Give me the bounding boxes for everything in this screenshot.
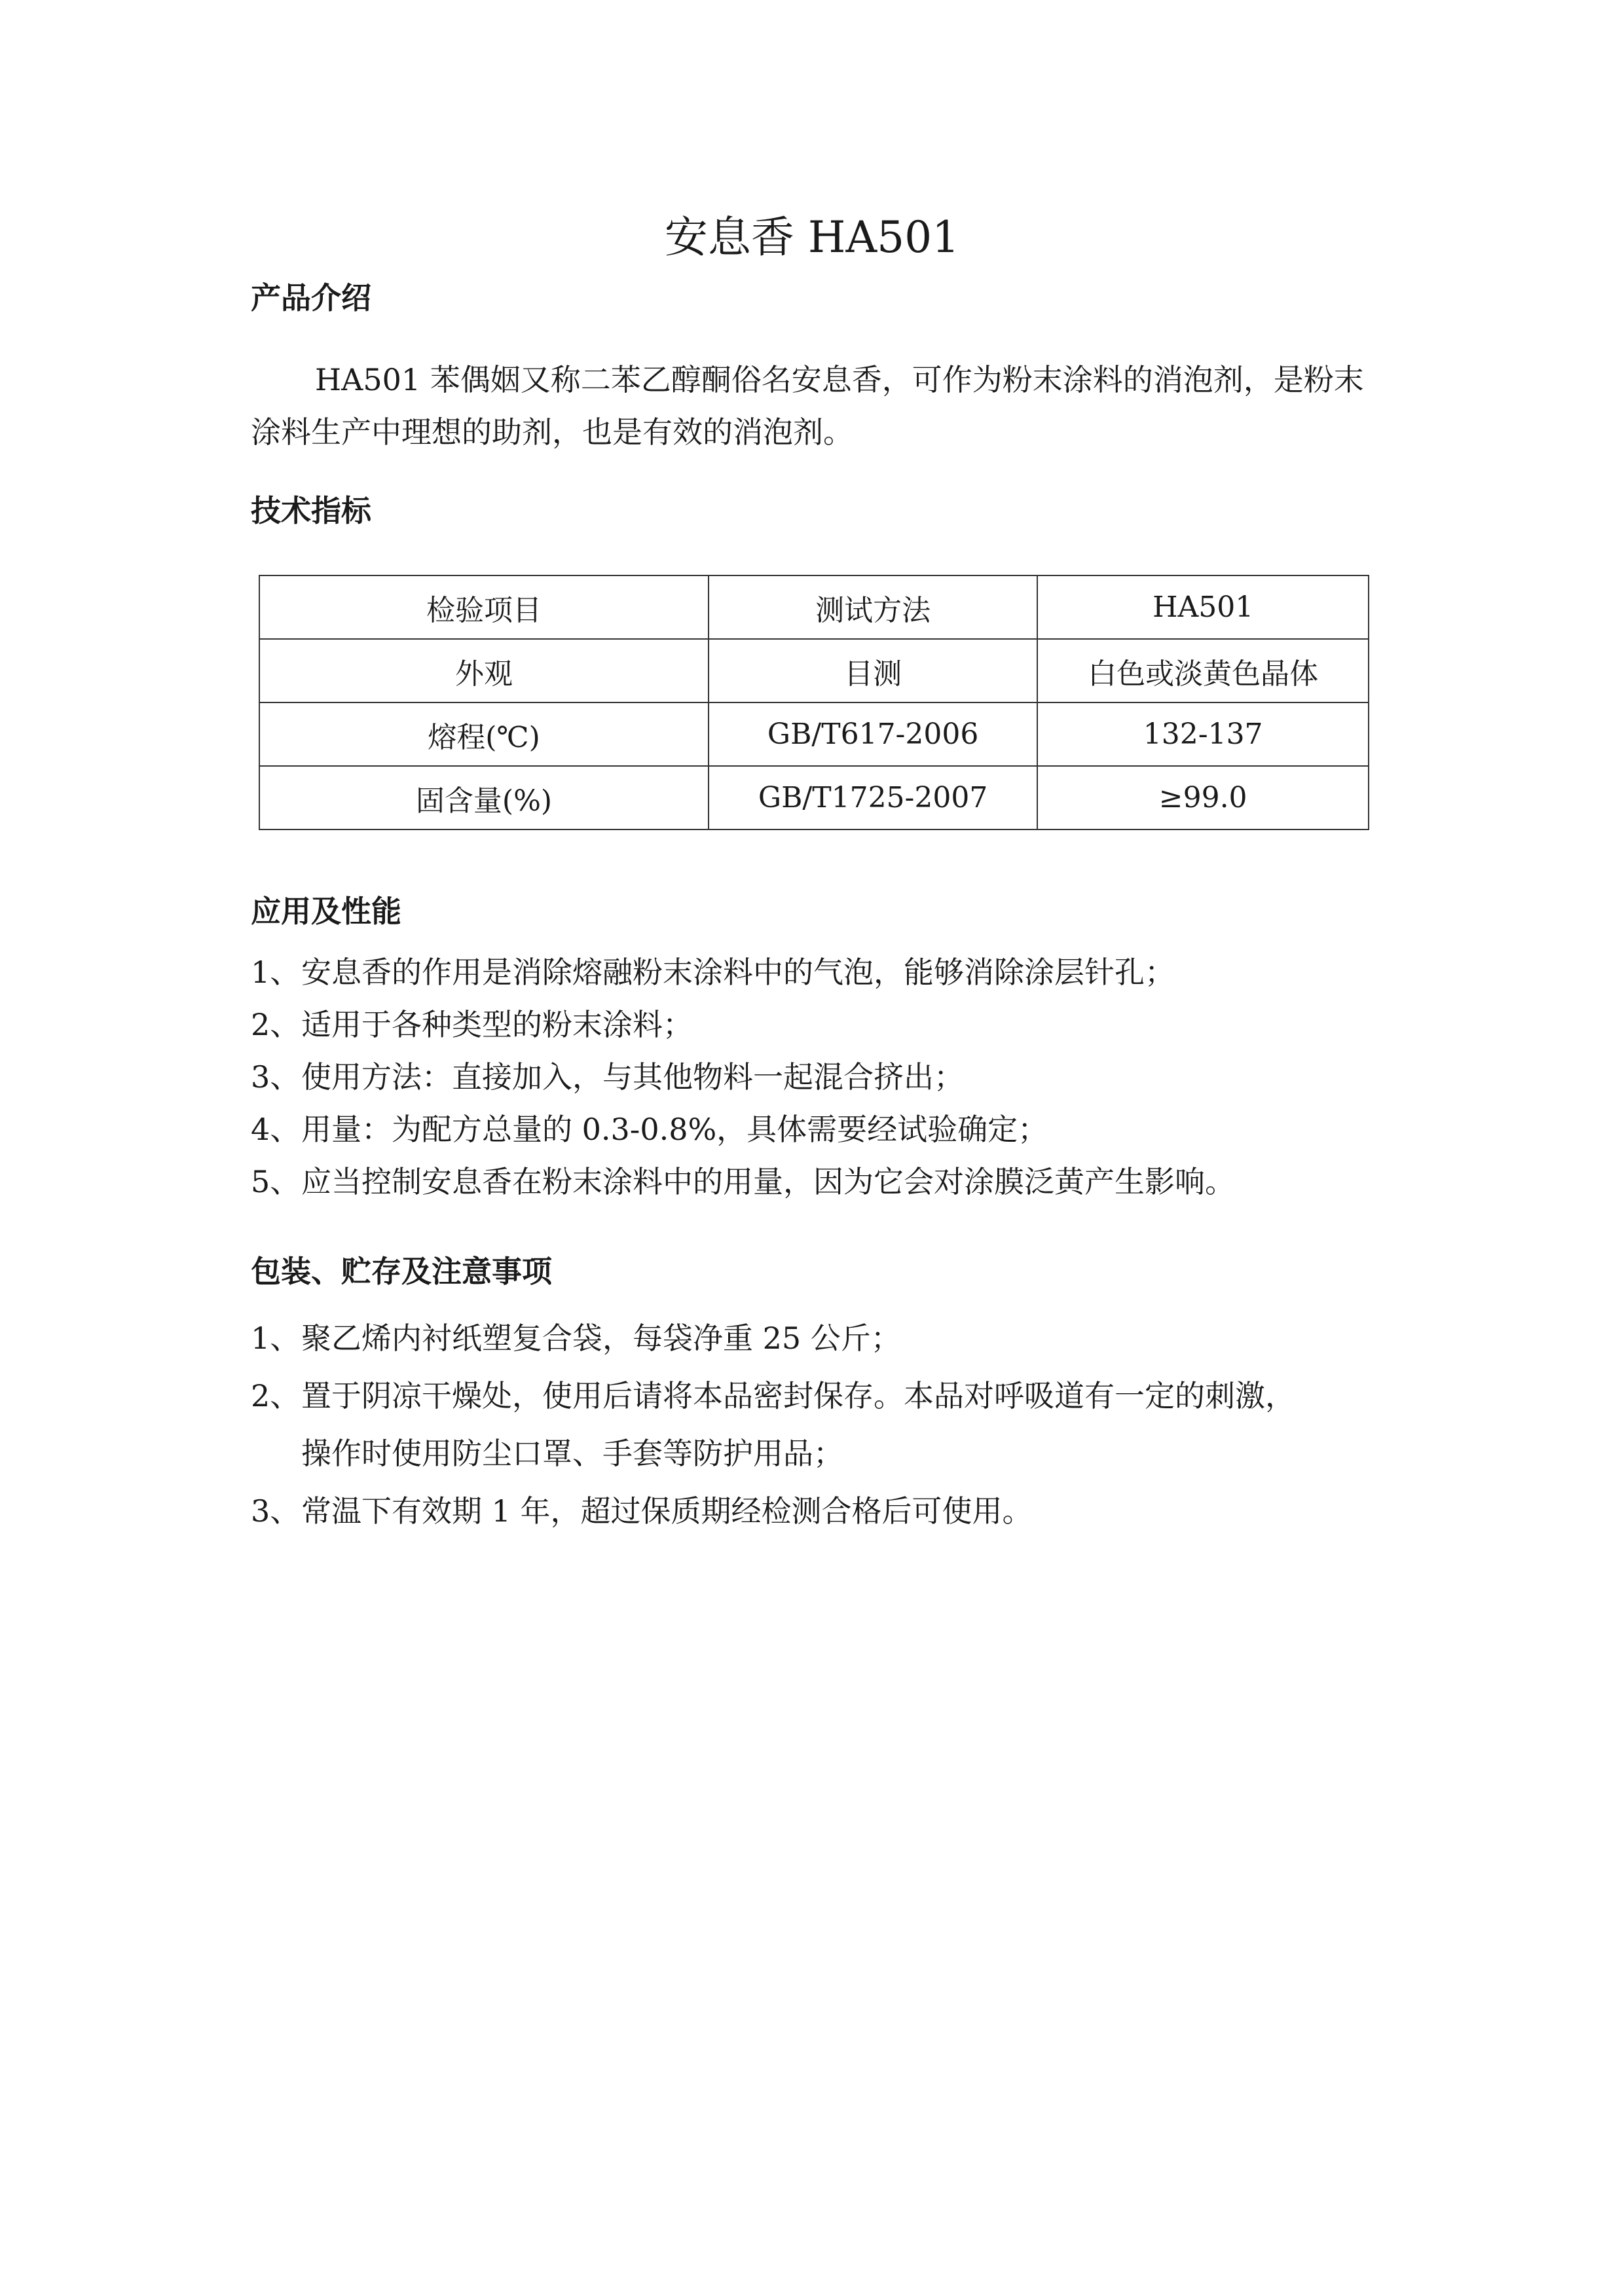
table-cell: 132-137 xyxy=(1037,702,1369,766)
list-number: 1、 xyxy=(251,1321,301,1356)
table-row xyxy=(259,766,1369,829)
table-cell: 熔程(℃) xyxy=(259,702,709,766)
list-item-text: 常温下有效期 1 年，超过保质期经检测合格后可使用。 xyxy=(301,1493,1033,1529)
column-header: HA501 xyxy=(1037,575,1369,639)
section-heading-applications: 应用及性能 xyxy=(251,894,401,929)
table-row xyxy=(259,702,1369,766)
list-item-continuation: 操作时使用防尘口罩、手套等防护用品； xyxy=(301,1436,843,1471)
section-heading-specs: 技术指标 xyxy=(251,493,371,528)
table-cell: GB/T617-2006 xyxy=(709,702,1037,766)
list-number: 3、 xyxy=(251,1493,301,1529)
list-number: 2、 xyxy=(251,1378,301,1413)
list-item xyxy=(251,1103,1403,1156)
list-item xyxy=(251,946,1403,998)
list-item xyxy=(251,1367,1403,1482)
list-number: 3、 xyxy=(251,1059,301,1095)
spec-table xyxy=(259,575,1369,830)
column-header: 检验项目 xyxy=(259,575,709,639)
table-cell: ≥99.0 xyxy=(1037,766,1369,829)
table-row xyxy=(259,639,1369,702)
list-number: 2、 xyxy=(251,1007,301,1042)
list-item-text: 使用方法：直接加入，与其他物料一起混合挤出； xyxy=(301,1059,964,1095)
list-item xyxy=(251,998,1403,1051)
table-cell: 外观 xyxy=(259,639,709,702)
list-number: 1、 xyxy=(251,955,301,990)
column-header: 测试方法 xyxy=(709,575,1037,639)
intro-paragraph: HA501 苯偶姻又称二苯乙醇酮俗名安息香，可作为粉末涂料的消泡剂，是粉末涂料生产中理想的助剂，也是有效的消泡剂。 xyxy=(251,362,1364,450)
page-title: 安息香 HA501 xyxy=(664,212,960,263)
list-item xyxy=(251,1051,1403,1103)
table-cell: 白色或淡黄色晶体 xyxy=(1037,639,1369,702)
list-item xyxy=(251,1309,1403,1367)
table-cell: GB/T1725-2007 xyxy=(709,766,1037,829)
section-heading-packaging: 包装、贮存及注意事项 xyxy=(251,1254,552,1289)
table-header-row xyxy=(259,575,1369,639)
list-number: 5、 xyxy=(251,1164,301,1199)
table-cell: 固含量(%) xyxy=(259,766,709,829)
applications-list xyxy=(251,946,1403,1208)
list-item-text: 安息香的作用是消除熔融粉末涂料中的气泡，能够消除涂层针孔； xyxy=(301,955,1175,990)
list-item-text: 聚乙烯内衬纸塑复合袋，每袋净重 25 公斤； xyxy=(301,1321,901,1356)
list-item-text: 置于阴凉干燥处，使用后请将本品密封保存。本品对呼吸道有一定的刺激， xyxy=(301,1378,1295,1413)
list-item-text: 适用于各种类型的粉末涂料； xyxy=(301,1007,693,1042)
list-number: 4、 xyxy=(251,1112,301,1147)
table-cell: 目测 xyxy=(709,639,1037,702)
list-item-text: 应当控制安息香在粉末涂料中的用量，因为它会对涂膜泛黄产生影响。 xyxy=(301,1164,1235,1199)
list-item xyxy=(251,1482,1403,1540)
section-heading-intro: 产品介绍 xyxy=(251,280,371,316)
packaging-list xyxy=(251,1309,1403,1540)
list-item-text: 用量：为配方总量的 0.3-0.8%，具体需要经试验确定； xyxy=(301,1112,1048,1147)
list-item xyxy=(251,1156,1403,1208)
